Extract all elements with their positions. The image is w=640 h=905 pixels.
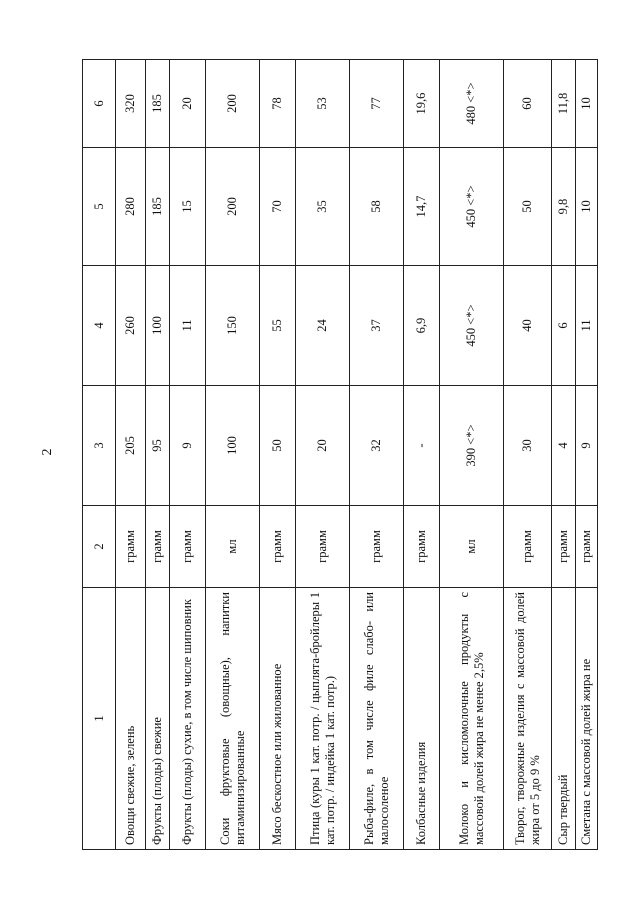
nutrition-norms-table [82, 59, 598, 850]
value-col-3: 95 [146, 386, 170, 506]
value-col-6: 53 [296, 60, 350, 148]
header-col-6: 6 [83, 60, 116, 148]
value-col-4: 450 <*> [440, 266, 504, 386]
page-number: 2 [40, 448, 55, 456]
product-name: Молоко и кисломолочные продукты с массовой долей жира не менее 2,5% [440, 588, 504, 850]
value-col-5: 200 [206, 148, 260, 266]
value-col-3: 9 [170, 386, 206, 506]
table-row [116, 60, 146, 850]
unit: грамм [116, 506, 146, 588]
table-row [146, 60, 170, 850]
table-row [552, 60, 576, 850]
unit: грамм [260, 506, 296, 588]
table-row [576, 60, 598, 850]
header-col-5: 5 [83, 148, 116, 266]
value-col-5: 9,8 [552, 148, 576, 266]
value-col-5: 58 [350, 148, 404, 266]
value-col-4: 100 [146, 266, 170, 386]
value-col-3: 50 [260, 386, 296, 506]
unit: грамм [404, 506, 440, 588]
value-col-4: 24 [296, 266, 350, 386]
value-col-6: 19,6 [404, 60, 440, 148]
table-row [404, 60, 440, 850]
unit: грамм [350, 506, 404, 588]
value-col-4: 6 [552, 266, 576, 386]
product-name: Творог, творожные изделия с массовой долей жира от 5 до 9 % [504, 588, 552, 850]
value-col-5: 185 [146, 148, 170, 266]
value-col-4: 37 [350, 266, 404, 386]
header-col-1: 1 [83, 588, 116, 850]
value-col-3: - [404, 386, 440, 506]
unit: грамм [296, 506, 350, 588]
unit: грамм [552, 506, 576, 588]
value-col-3: 205 [116, 386, 146, 506]
product-name: Мясо бескостное или жилованное [260, 588, 296, 850]
value-col-4: 55 [260, 266, 296, 386]
table-row [440, 60, 504, 850]
value-col-4: 11 [576, 266, 598, 386]
value-col-6: 77 [350, 60, 404, 148]
value-col-3: 9 [576, 386, 598, 506]
product-name: Фрукты (плоды) свежие [146, 588, 170, 850]
value-col-6: 200 [206, 60, 260, 148]
value-col-4: 6,9 [404, 266, 440, 386]
product-name: Соки фруктовые (овощные), напитки витаминизированные [206, 588, 260, 850]
unit: грамм [504, 506, 552, 588]
value-col-6: 20 [170, 60, 206, 148]
product-name: Овощи свежие, зелень [116, 588, 146, 850]
table-header-row [83, 60, 116, 850]
product-name: Птица (куры 1 кат. потр. / цыплята-бройлеры 1 кат. потр. / индейка 1 кат. потр.) [296, 588, 350, 850]
table-row [206, 60, 260, 850]
value-col-5: 10 [576, 148, 598, 266]
product-name: Сыр твердый [552, 588, 576, 850]
table-row [260, 60, 296, 850]
value-col-3: 32 [350, 386, 404, 506]
value-col-4: 260 [116, 266, 146, 386]
value-col-5: 450 <*> [440, 148, 504, 266]
value-col-4: 11 [170, 266, 206, 386]
value-col-6: 78 [260, 60, 296, 148]
value-col-3: 30 [504, 386, 552, 506]
value-col-6: 185 [146, 60, 170, 148]
value-col-3: 100 [206, 386, 260, 506]
unit: грамм [576, 506, 598, 588]
header-col-4: 4 [83, 266, 116, 386]
value-col-4: 40 [504, 266, 552, 386]
value-col-5: 50 [504, 148, 552, 266]
rotated-table-wrapper [82, 60, 597, 850]
table-row [350, 60, 404, 850]
unit: грамм [170, 506, 206, 588]
value-col-3: 390 <*> [440, 386, 504, 506]
value-col-5: 35 [296, 148, 350, 266]
product-name: Рыба-филе, в том числе филе слабо- или малосоленое [350, 588, 404, 850]
header-col-3: 3 [83, 386, 116, 506]
value-col-5: 14,7 [404, 148, 440, 266]
value-col-6: 320 [116, 60, 146, 148]
unit: грамм [146, 506, 170, 588]
header-col-2: 2 [83, 506, 116, 588]
value-col-4: 150 [206, 266, 260, 386]
unit: мл [440, 506, 504, 588]
table-row [504, 60, 552, 850]
value-col-6: 60 [504, 60, 552, 148]
unit: мл [206, 506, 260, 588]
product-name: Сметана с массовой долей жира не [576, 588, 598, 850]
value-col-6: 480 <*> [440, 60, 504, 148]
value-col-5: 15 [170, 148, 206, 266]
value-col-6: 10 [576, 60, 598, 148]
value-col-5: 280 [116, 148, 146, 266]
product-name: Колбасные изделия [404, 588, 440, 850]
value-col-5: 70 [260, 148, 296, 266]
product-name: Фрукты (плоды) сухие, в том числе шиповник [170, 588, 206, 850]
table-row [170, 60, 206, 850]
value-col-6: 11,8 [552, 60, 576, 148]
value-col-3: 4 [552, 386, 576, 506]
table-row [296, 60, 350, 850]
value-col-3: 20 [296, 386, 350, 506]
